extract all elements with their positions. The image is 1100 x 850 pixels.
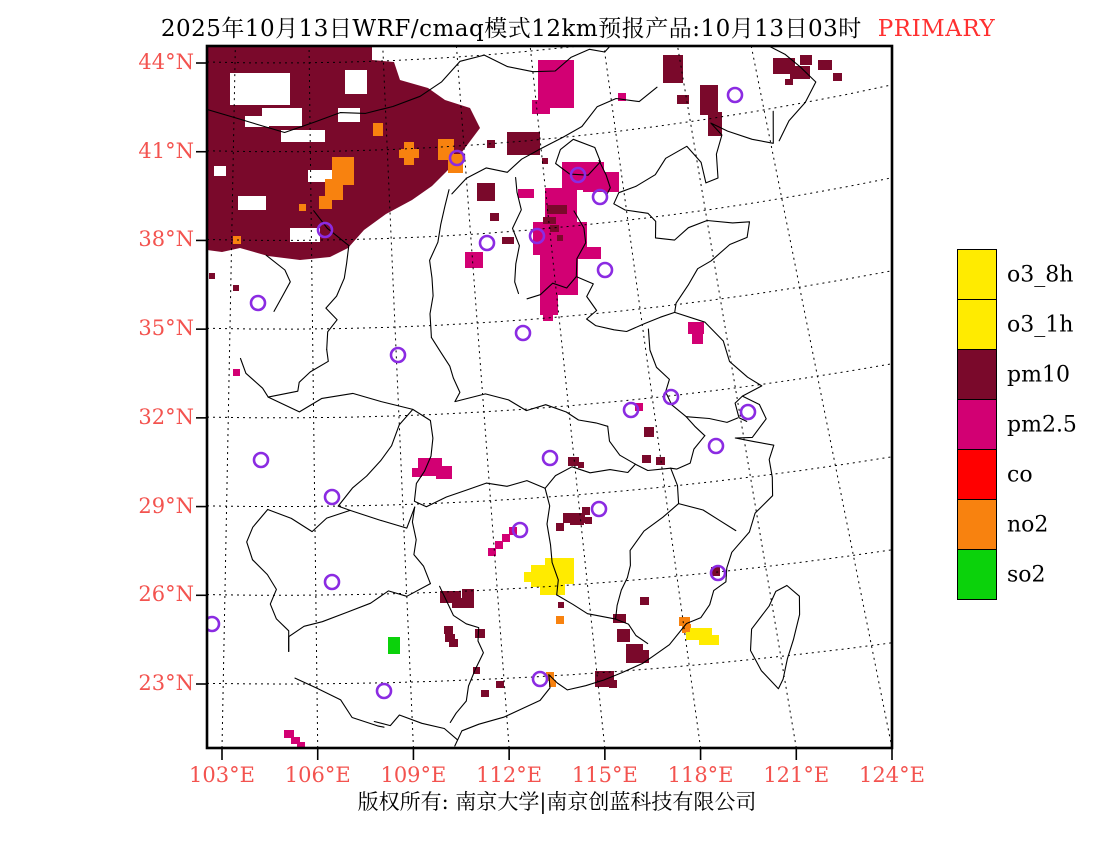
pollutant-legend bbox=[957, 249, 1100, 601]
station-circle bbox=[593, 190, 607, 204]
pm25-patch bbox=[284, 730, 294, 738]
boundary-line bbox=[751, 586, 800, 689]
pm10-patch bbox=[475, 629, 485, 638]
lon-tick-label: 106°E bbox=[284, 763, 351, 787]
pm25-patch bbox=[495, 541, 503, 549]
pm10-blob-hole bbox=[238, 196, 266, 210]
station-circle bbox=[251, 296, 265, 310]
o3-patch bbox=[524, 572, 533, 582]
pm10-patch bbox=[233, 285, 239, 291]
station-circle bbox=[592, 502, 606, 516]
station-circle bbox=[543, 451, 557, 465]
lat-tick-label: 26°N bbox=[138, 582, 194, 607]
legend-label-o3_8h: o3_8h bbox=[1007, 262, 1074, 287]
legend-label-pm2.5: pm2.5 bbox=[1007, 412, 1077, 437]
pm10-patch bbox=[642, 455, 651, 463]
lon-tick-label: 103°E bbox=[189, 763, 255, 787]
legend-swatch-so2 bbox=[957, 549, 997, 600]
pm10-patch bbox=[818, 60, 832, 70]
boundary-line bbox=[295, 678, 384, 727]
pm25-patch bbox=[540, 293, 558, 315]
station-circle bbox=[728, 88, 742, 102]
title-text: 2025年10月13日WRF/cmaq模式12km预报产品:10月13日03时 bbox=[160, 16, 862, 42]
boundary-line bbox=[241, 350, 329, 398]
lon-tick-label: 109°E bbox=[380, 763, 447, 787]
boundary-line bbox=[412, 507, 430, 583]
no2-patch bbox=[373, 123, 383, 136]
lat-tick-label: 32°N bbox=[138, 404, 194, 429]
no2-patch bbox=[556, 616, 564, 624]
boundary-line bbox=[648, 329, 704, 436]
pm10-patch bbox=[557, 235, 563, 241]
meridian-line bbox=[751, 46, 892, 748]
pm10-patch bbox=[496, 681, 504, 688]
no2-patch bbox=[682, 624, 691, 633]
pm10-patch bbox=[556, 523, 564, 531]
boundary-line bbox=[431, 337, 607, 426]
pm25-patch bbox=[532, 100, 550, 114]
boundary-line bbox=[557, 595, 648, 644]
so2-patch bbox=[388, 637, 400, 654]
boundary-line bbox=[430, 190, 449, 338]
pm10-patch bbox=[481, 690, 489, 697]
o3-patch bbox=[699, 635, 719, 645]
pm10-patch bbox=[558, 602, 564, 608]
no2-patch bbox=[319, 196, 332, 209]
pm10-patch bbox=[617, 629, 630, 642]
boundary-line bbox=[616, 468, 679, 619]
legend-item-so2 bbox=[957, 549, 1100, 600]
station-circle bbox=[480, 236, 494, 250]
pm25-patch bbox=[575, 247, 601, 259]
legend-swatch-pm2.5 bbox=[957, 399, 997, 450]
legend-swatch-no2 bbox=[957, 499, 997, 550]
pm10-patch bbox=[656, 457, 665, 465]
station-circle bbox=[741, 405, 755, 419]
pm10-patch bbox=[502, 237, 514, 244]
pm10-patch bbox=[663, 55, 683, 83]
lat-tick-label: 29°N bbox=[138, 493, 194, 518]
pm10-patch bbox=[582, 507, 590, 515]
pm10-blob-hole bbox=[230, 73, 290, 105]
boundary-line bbox=[455, 111, 774, 746]
station-circle bbox=[391, 348, 405, 362]
pm25-patch bbox=[465, 252, 483, 268]
legend-label-co: co bbox=[1007, 462, 1033, 487]
station-circle bbox=[254, 453, 268, 467]
legend-item-no2 bbox=[957, 499, 1100, 550]
title-highlight: PRIMARY bbox=[877, 16, 996, 42]
pm25-patch bbox=[692, 332, 703, 344]
pm10-patch bbox=[449, 639, 458, 647]
pm10-patch bbox=[543, 217, 556, 224]
lat-tick-label: 41°N bbox=[138, 138, 194, 163]
lon-tick-label: 124°E bbox=[859, 763, 925, 787]
pm10-patch bbox=[833, 73, 842, 81]
lat-tick-label: 44°N bbox=[138, 50, 194, 74]
pm10-patch bbox=[487, 140, 495, 148]
pm10-patch bbox=[444, 626, 453, 634]
pm10-patch bbox=[644, 427, 654, 437]
copyright-text: 版权所有: 南京大学|南京创蓝科技有限公司 bbox=[357, 790, 757, 814]
station-circle bbox=[377, 684, 391, 698]
pm10-patch bbox=[547, 205, 567, 214]
boundary-line bbox=[686, 417, 737, 423]
pm10-patch bbox=[570, 519, 584, 525]
meridian-line bbox=[530, 46, 605, 748]
pm25-patch bbox=[518, 189, 534, 198]
legend-swatch-o3_8h bbox=[957, 249, 997, 300]
legend-item-pm10 bbox=[957, 349, 1100, 400]
station-circle bbox=[325, 575, 339, 589]
no2-patch bbox=[299, 204, 306, 211]
pm10-blob-hole bbox=[338, 108, 360, 122]
pm10-patch bbox=[640, 597, 649, 605]
legend-item-o3_8h bbox=[957, 249, 1100, 300]
legend-label-pm10: pm10 bbox=[1007, 362, 1070, 387]
pm10-patch bbox=[550, 225, 559, 232]
pm10-patch bbox=[785, 79, 793, 85]
lon-tick-label: 115°E bbox=[571, 763, 638, 787]
legend-label-no2: no2 bbox=[1007, 512, 1049, 537]
pm10-patch bbox=[640, 650, 649, 663]
o3-patch bbox=[686, 632, 696, 640]
lat-tick-label: 23°N bbox=[138, 671, 194, 695]
pm10-patch bbox=[800, 55, 812, 65]
boundary-line bbox=[268, 393, 433, 471]
pm25-patch bbox=[233, 369, 240, 376]
lon-tick-label: 112°E bbox=[476, 763, 543, 787]
legend-label-o3_1h: o3_1h bbox=[1007, 312, 1074, 337]
boundary-line bbox=[268, 507, 415, 531]
boundary-line bbox=[266, 255, 290, 311]
station-circle bbox=[664, 390, 678, 404]
o3-patch bbox=[540, 580, 565, 595]
station-circle bbox=[325, 490, 339, 504]
pm25-patch bbox=[412, 468, 422, 477]
lat-tick-label: 35°N bbox=[138, 316, 194, 341]
pm10-patch bbox=[490, 213, 499, 221]
lat-tick-label: 38°N bbox=[138, 227, 194, 252]
pm10-blob-hole bbox=[214, 166, 226, 176]
legend-item-co bbox=[957, 449, 1100, 500]
station-circle bbox=[516, 326, 530, 340]
no2-patch bbox=[399, 149, 419, 158]
legend-item-o3_1h bbox=[957, 299, 1100, 350]
boundary-line bbox=[679, 504, 736, 531]
legend-swatch-pm10 bbox=[957, 349, 997, 400]
boundary-line bbox=[634, 15, 811, 38]
pm10-patch bbox=[568, 457, 579, 466]
boundary-line bbox=[671, 436, 705, 469]
pm10-patch bbox=[609, 680, 617, 688]
boundary-line bbox=[338, 409, 413, 510]
pm10-patch bbox=[585, 517, 592, 524]
so2-patch-layer bbox=[388, 637, 400, 654]
pm10-patch bbox=[578, 462, 584, 468]
pm10-patch bbox=[452, 598, 474, 608]
pm25-patch bbox=[502, 534, 510, 542]
boundary-line bbox=[253, 560, 289, 652]
lon-tick-label: 118°E bbox=[667, 763, 734, 787]
boundary-line bbox=[576, 277, 674, 332]
pm25-patch bbox=[436, 466, 452, 479]
station-circle bbox=[709, 439, 723, 453]
meridian-line bbox=[678, 46, 797, 748]
legend-swatch-co bbox=[957, 449, 997, 500]
station-circle bbox=[598, 263, 612, 277]
pm10-patch bbox=[700, 85, 718, 115]
boundary-line bbox=[545, 464, 635, 488]
legend-label-so2: so2 bbox=[1007, 562, 1046, 587]
meridian-line bbox=[604, 46, 701, 748]
legend-item-pm2.5 bbox=[957, 399, 1100, 450]
boundary-line bbox=[326, 246, 349, 350]
boundary-line bbox=[414, 471, 545, 507]
pm10-patch bbox=[790, 66, 810, 79]
boundary-line bbox=[289, 584, 431, 652]
map-content bbox=[205, 0, 892, 748]
boundary-line bbox=[247, 510, 268, 560]
legend-swatch-o3_1h bbox=[957, 299, 997, 350]
meridian-line bbox=[456, 46, 509, 748]
pm10-patch bbox=[209, 273, 215, 279]
lon-tick-label: 121°E bbox=[763, 763, 830, 787]
pm10-patch bbox=[477, 183, 495, 201]
pm25-patch bbox=[543, 312, 553, 321]
pm10-blob-hole bbox=[345, 70, 367, 94]
boundary-line bbox=[374, 715, 457, 740]
station-circle bbox=[533, 672, 547, 686]
